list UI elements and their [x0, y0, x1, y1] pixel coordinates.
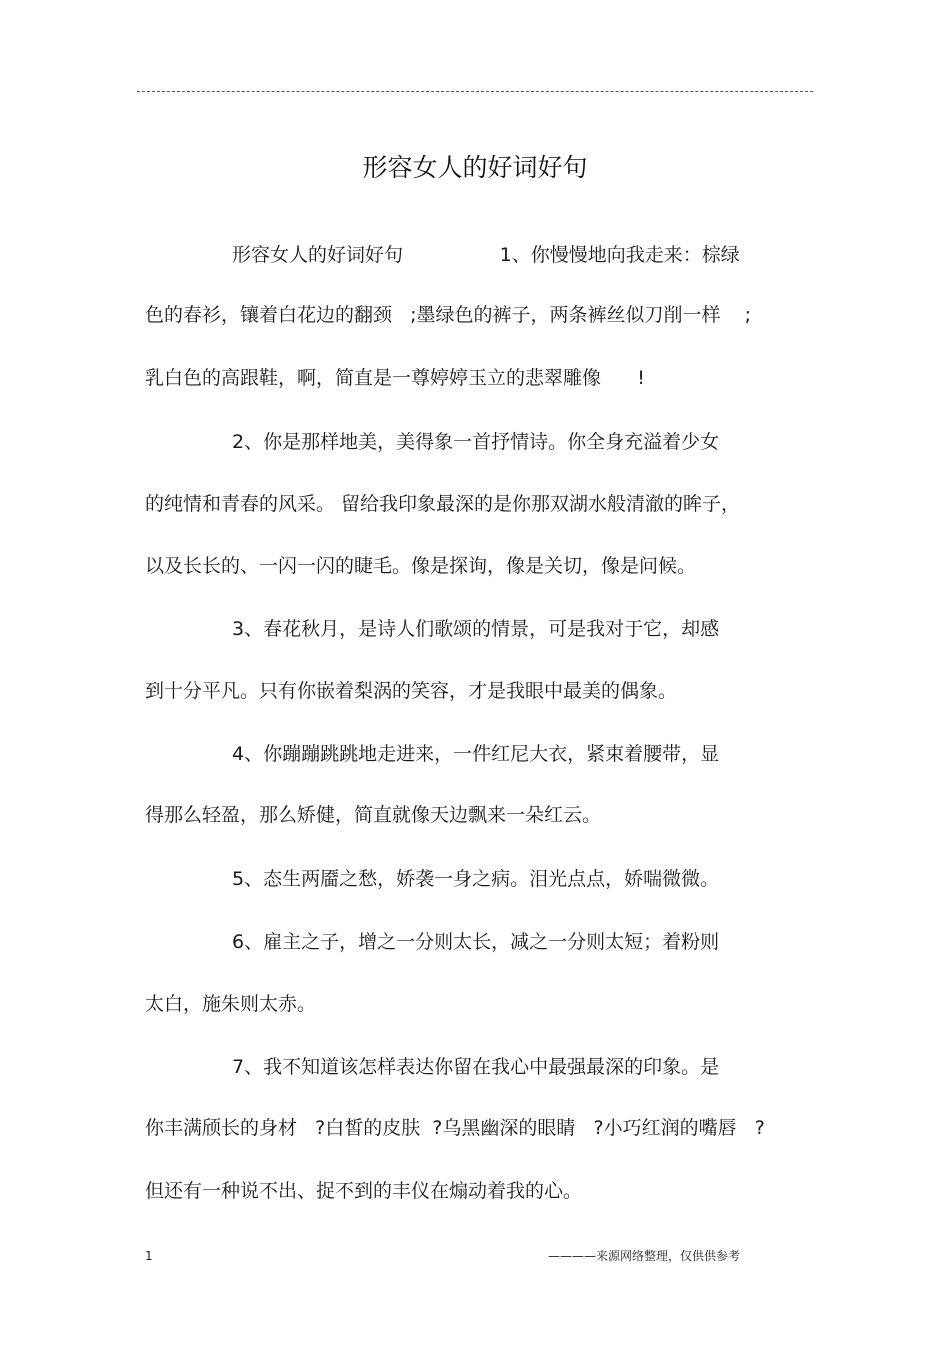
header-divider — [137, 91, 813, 92]
body-line: 但还有一种说不出、捉不到的丰仪在煽动着我的心。 — [145, 1180, 583, 1202]
body-line: 5、态生两靥之愁，娇袭一身之病。泪光点点，娇喘微微。 — [232, 868, 720, 890]
body-line: 乳白色的高跟鞋，啊，简直是一尊婷婷玉立的悲翠雕像 ! — [145, 367, 645, 389]
body-line: 太白，施朱则太赤。 — [145, 993, 317, 1015]
body-line: 2、你是那样地美，美得象一首抒情诗。你全身充溢着少女 — [232, 431, 720, 453]
body-line: 7、我不知道该怎样表达你留在我心中最强最深的印象。是 — [232, 1056, 720, 1078]
body-line: 4、你蹦蹦跳跳地走进来，一件红尼大衣，紧束着腰带，显 — [232, 743, 720, 765]
body-line: 你丰满颀长的身材 ?白皙的皮肤 ?乌黑幽深的眼睛 ?小巧红润的嘴唇 ? — [145, 1117, 765, 1139]
body-line: 得那么轻盈，那么矫健，简直就像天边飘来一朵红云。 — [145, 804, 602, 826]
body-line: 3、春花秋月，是诗人们歌颂的情景，可是我对于它，却感 — [232, 618, 720, 640]
body-line: 的纯情和青春的风采。 留给我印象最深的是你那双湖水般清澈的眸子， — [145, 493, 741, 515]
body-line: 色的春衫，镶着白花边的翻颈 ;墨绿色的裤子，两条裤丝似刀削一样 ; — [145, 304, 752, 326]
document-title: 形容女人的好词好句 — [362, 153, 588, 182]
footer-source-note: ————来源网络整理，仅供供参考 — [548, 1249, 741, 1263]
body-line: 以及长长的、一闪一闪的睫毛。像是探询，像是关切，像是问候。 — [145, 555, 697, 577]
body-line: 6、雇主之子，增之一分则太长，减之一分则太短；着粉则 — [232, 931, 720, 953]
body-line: 形容女人的好词好句 1、你慢慢地向我走来：棕绿 — [232, 244, 740, 266]
page-number: 1 — [145, 1249, 153, 1263]
body-line: 到十分平凡。只有你嵌着梨涡的笑容，才是我眼中最美的偶象。 — [145, 680, 678, 702]
